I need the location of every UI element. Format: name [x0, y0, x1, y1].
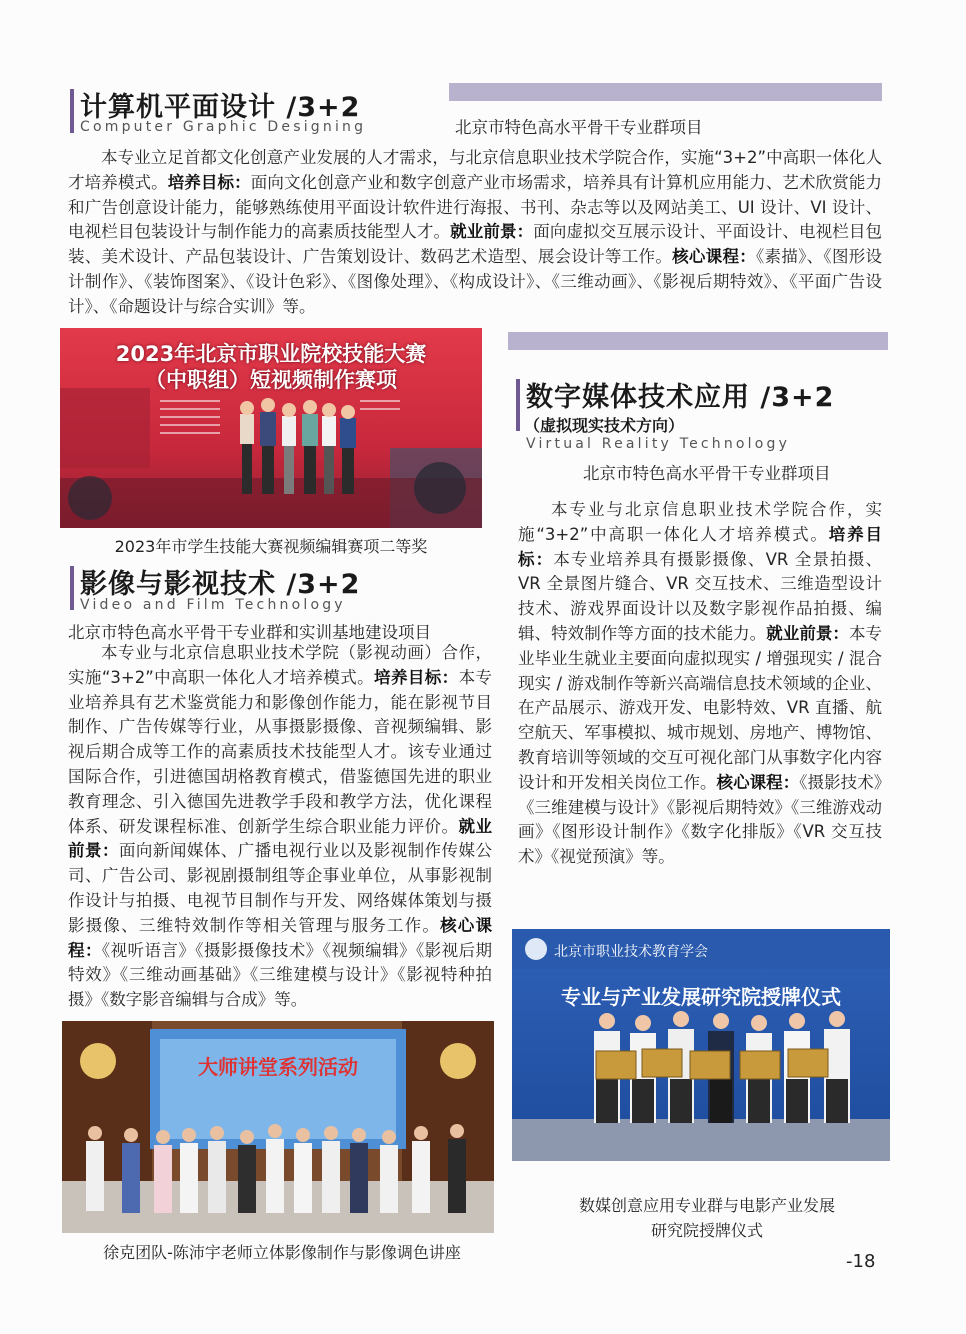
dm-job: 本专业毕业生就业主要面向虚拟现实 / 增强现实 / 混合现实 / 游戏制作等新兴高端信息技术领域的企业、在产品展示、游戏开发、电影特效、VR 直播、航空航天、军事模拟、城市规划、房地产、博物馆、教育培训等领域的交互可视化部门从事数字化内容设计和开发相关岗位工作。 [518, 623, 883, 792]
dm-course: 《摄影技术》《三维建模与设计》《影视后期特效》《三维游戏动画》《图形设计制作》《数字化排版》《VR 交互技术》《视觉预演》等。 [518, 772, 883, 867]
cg-title: 计算机平面设计 /3+2 [80, 92, 361, 123]
lecture-caption: 徐克团队-陈沛宇老师立体影像制作与影像调色讲座 [103, 1243, 461, 1262]
dm-course-label: 核心课程： [716, 772, 800, 792]
dm-title-sub: （虚拟现实技术方向） [524, 416, 685, 435]
cg-body [68, 146, 882, 320]
dm-intro: 本专业与北京信息职业技术学院合作，实施“3+2”中高职一体化人才培养模式。 [518, 500, 882, 544]
contest-photo [60, 328, 482, 528]
title-accent-line [516, 379, 520, 431]
cg-title-en: Computer Graphic Designing [80, 119, 367, 135]
dm-job-label: 就业前景： [766, 623, 849, 643]
cg-subtitle: 北京市特色高水平骨干专业群项目 [455, 118, 703, 137]
vf-title-en: Video and Film Technology [80, 597, 346, 613]
dm-title: 数字媒体技术应用 /3+2 [526, 382, 835, 413]
cg-goal: 面向文化创意产业和数字创意产业市场需求，培养具有计算机应用能力、艺术欣赏能力和广告创意设计能力，能够熟练使用平面设计软件进行海报、书刊、杂志等以及网站美工、UI 设计、VI 设计、电视栏目包装设计与制作能力的高素质技能型人才。 [68, 172, 883, 242]
dm-subtitle: 北京市特色高水平骨干专业群项目 [583, 464, 831, 483]
vf-title: 影像与影视技术 /3+2 [80, 569, 361, 600]
page-number: -18 [846, 1251, 876, 1272]
contest-banner-line1: 2023年北京市职业院校技能大赛 [115, 342, 427, 366]
dm-title-en: Virtual Reality Technology [526, 436, 791, 452]
title-accent-line [70, 89, 74, 133]
section-title-cg [70, 85, 430, 137]
award-caption-line1: 数媒创意应用专业群与电影产业发展 [578, 1196, 835, 1215]
vf-goal: 本专业培养具有艺术鉴赏能力和影像创作能力，能在影视节目制作、广告传媒等行业，从事摄影摄像、音视频编辑、影视后期合成等工作的高素质技术技能型人才。该专业通过国际合作，引进德国胡格教育模式，借鉴德国先进的职业教育理念、引入德国先进教学手段和教学方法，优化课程体系、研发课程标准、创新学生综合职业能力评价。 [68, 667, 493, 836]
section-title-vf [70, 562, 490, 614]
award-banner-text: 专业与产业发展研究院授牌仪式 [561, 985, 841, 1009]
award-photo [512, 929, 890, 1161]
award-caption-line2: 研究院授牌仪式 [650, 1221, 763, 1240]
title-accent-line [70, 566, 74, 610]
vf-course: 《视听语言》《摄影摄像技术》《视频编辑》《影视后期特效》《三维动画基础》《三维建模与设计》《影视特种拍摄》《数字影音编辑与合成》等。 [68, 940, 493, 1010]
section-title-dm [516, 375, 886, 455]
cg-course: 《素描》、《图形设计制作》、《装饰图案》、《设计色彩》、《图像处理》、《构成设计》、《三维动画》、《影视后期特效》、《平面广告设计》、《命题设计与综合实训》等。 [68, 247, 883, 316]
vf-job-label: 就业前景： [68, 816, 493, 861]
section-accent-bar [508, 332, 888, 350]
header-accent-bar [449, 83, 882, 101]
lecture-banner-text: 大师讲堂系列活动 [198, 1055, 358, 1079]
vf-intro: 本专业与北京信息职业技术学院（影视动画）合作，实施“3+2”中高职一体化人才培养模式。 [68, 643, 492, 687]
cg-intro: 本专业立足首都文化创意产业发展的人才需求，与北京信息职业技术学院合作，实施“3+2”中高职一体化人才培养模式。 [68, 148, 882, 192]
award-org-text: 北京市职业技术教育学会 [554, 944, 708, 960]
vf-body [68, 641, 492, 1013]
vf-job: 面向新闻媒体、广播电视行业以及影视制作传媒公司、广告公司、影视剧摄制组等企事业单位，从事影视制作设计与拍摄、电视节目制作与开发、网络媒体策划与摄影摄像、三维特效制作等相关管理与服务工作。 [68, 841, 493, 935]
contest-caption: 2023年市学生技能大赛视频编辑赛项二等奖 [114, 537, 428, 556]
contest-banner-line2: （中职组）短视频制作赛项 [145, 368, 397, 392]
cg-job-label: 就业前景： [450, 222, 534, 242]
dm-goal-label: 培养目标： [518, 524, 882, 569]
dm-goal: 本专业培养具有摄影摄像、VR 全景拍摄、VR 全景图片缝合、VR 交互技术、三维造型设计技术、游戏界面设计以及数字影视作品拍摄、编辑、特效制作等方面的技术能力。 [518, 549, 883, 643]
vf-subtitle: 北京市特色高水平骨干专业群和实训基地建设项目 [68, 623, 431, 642]
dm-body [518, 498, 882, 870]
vf-course-label: 核心课程： [68, 915, 493, 960]
cg-goal-label: 培养目标： [167, 172, 251, 192]
vf-goal-label: 培养目标： [374, 667, 459, 687]
cg-job: 面向虚拟交互展示设计、平面设计、电视栏目包装、美术设计、产品包装设计、广告策划设计、数码艺术造型、展会设计等工作。 [68, 222, 883, 267]
lecture-photo [62, 1021, 494, 1233]
cg-course-label: 核心课程： [672, 247, 757, 267]
